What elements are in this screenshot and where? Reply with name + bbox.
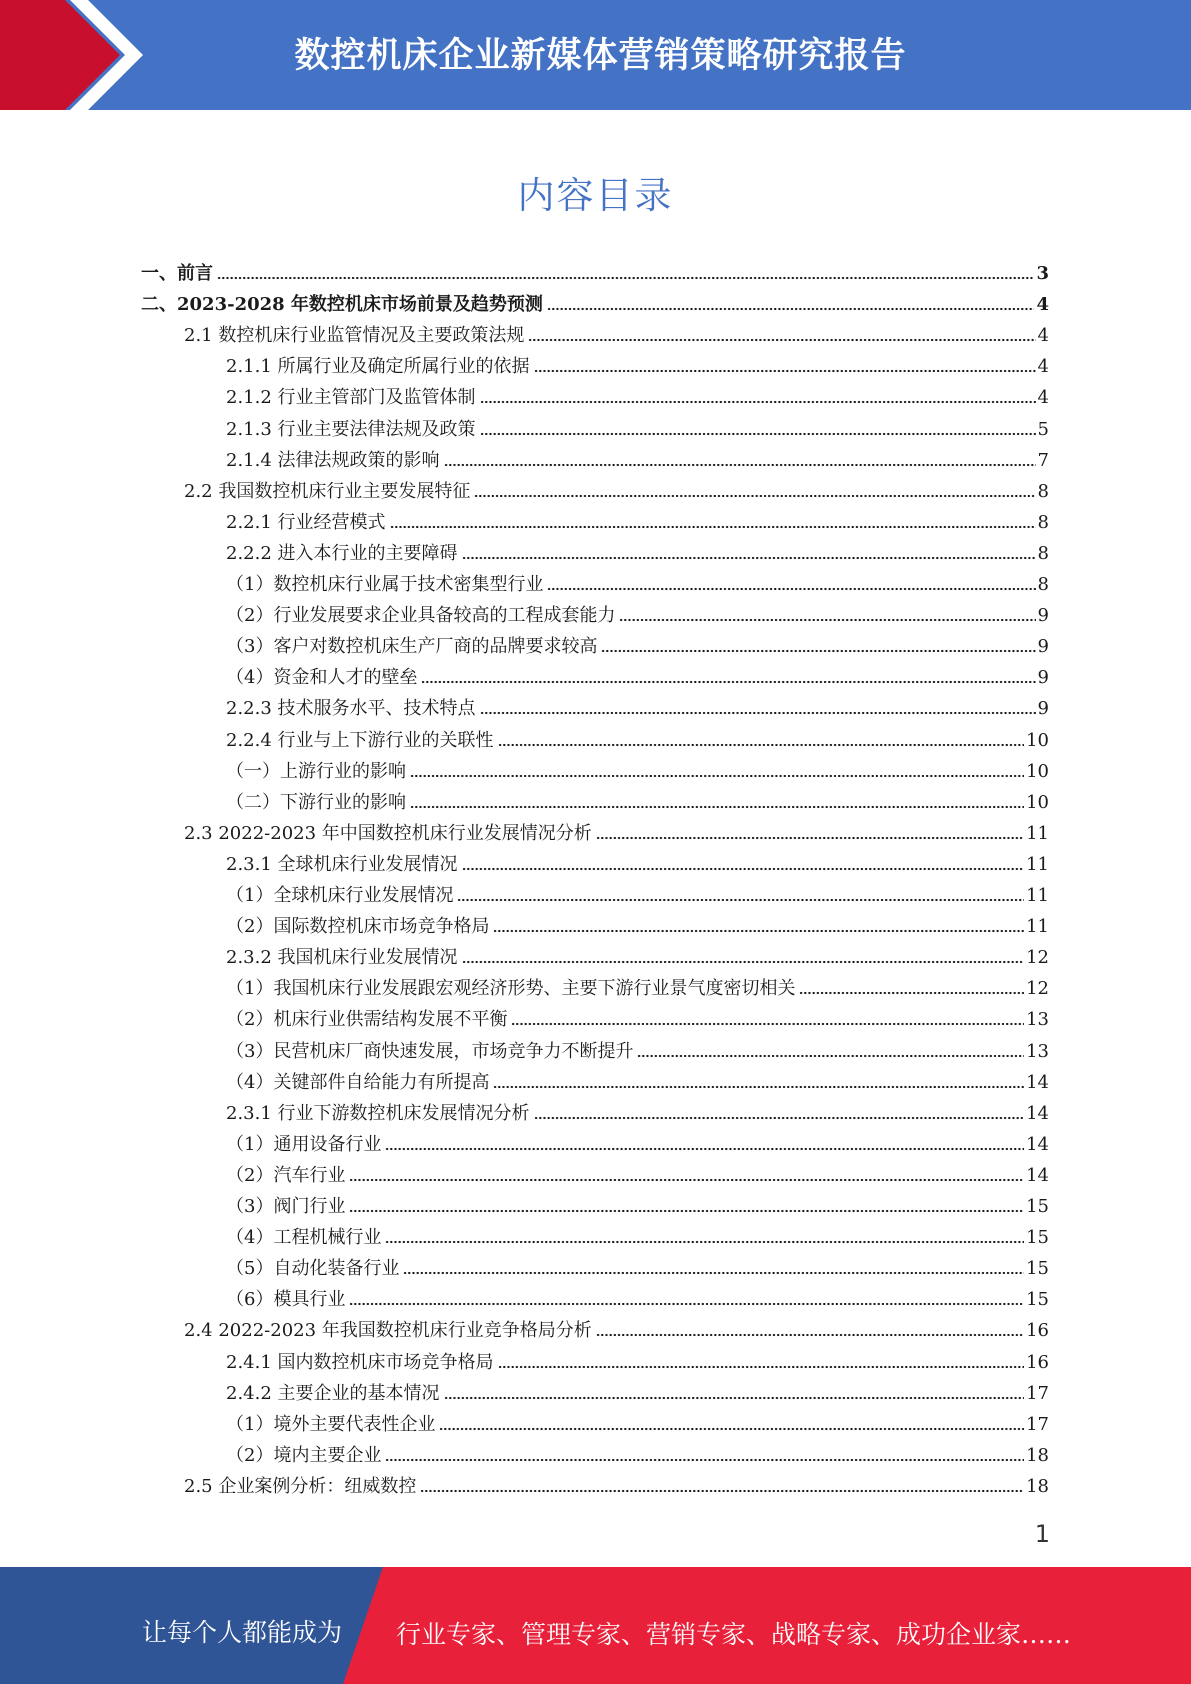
- toc-entry-title: （6）模具行业: [226, 1289, 346, 1311]
- dot-leader: [596, 836, 1024, 840]
- toc-entry-title: 2.2.2 进入本行业的主要障碍: [226, 542, 458, 564]
- dot-leader: [462, 556, 1036, 560]
- dot-leader: [349, 1209, 1024, 1213]
- toc-entry-title: （3）民营机床厂商快速发展，市场竞争力不断提升: [226, 1040, 634, 1062]
- toc-entry-page: 9: [1037, 698, 1049, 720]
- toc-entry-title: 二、2023-2028 年数控机床市场前景及趋势预测: [141, 294, 543, 316]
- toc-entry[interactable]: [226, 503, 1049, 534]
- toc-entry[interactable]: [226, 1280, 1049, 1311]
- toc-entry-title: （一）上游行业的影响: [226, 760, 406, 782]
- dot-leader: [480, 711, 1036, 715]
- dot-leader: [462, 867, 1025, 871]
- dot-leader: [410, 805, 1024, 809]
- toc-entry-title: 2.2 我国数控机床行业主要发展特征: [184, 480, 471, 502]
- toc-entry[interactable]: [226, 410, 1049, 441]
- toc-entry-title: 2.5 企业案例分析：纽威数控: [184, 1475, 417, 1497]
- toc-entry-page: 3: [1036, 263, 1049, 284]
- dot-leader: [349, 1178, 1024, 1182]
- toc-entry-title: （2）机床行业供需结构发展不平衡: [226, 1009, 508, 1031]
- toc-entry[interactable]: [184, 472, 1049, 503]
- toc-entry[interactable]: [226, 876, 1049, 907]
- toc-entry-page: 13: [1026, 1040, 1049, 1062]
- dot-leader: [403, 1271, 1024, 1275]
- toc-entry[interactable]: [141, 254, 1049, 285]
- dot-leader: [534, 1116, 1025, 1120]
- toc-entry-page: 4: [1037, 356, 1049, 378]
- toc-entry-title: （1）我国机床行业发展跟宏观经济形势、主要下游行业景气度密切相关: [226, 978, 796, 1000]
- toc-entry-title: （1）境外主要代表性企业: [226, 1413, 436, 1435]
- toc-entry-title: 2.3.2 我国机床行业发展情况: [226, 947, 458, 969]
- dot-leader: [534, 369, 1036, 373]
- toc-entry[interactable]: [226, 1094, 1049, 1125]
- toc-entry[interactable]: [226, 1343, 1049, 1374]
- toc-entry-title: 2.1.1 所属行业及确定所属行业的依据: [226, 356, 530, 378]
- toc-entry[interactable]: [226, 441, 1049, 472]
- toc-entry[interactable]: [226, 1187, 1049, 1218]
- dot-leader: [444, 463, 1036, 467]
- toc-entry-page: 18: [1026, 1475, 1049, 1497]
- toc-entry-title: 2.2.1 行业经营模式: [226, 511, 386, 533]
- dot-leader: [498, 743, 1025, 747]
- toc-entry-page: 9: [1037, 636, 1049, 658]
- toc-entry[interactable]: [226, 1032, 1049, 1063]
- toc-entry-page: 15: [1026, 1289, 1049, 1311]
- dot-leader: [410, 774, 1024, 778]
- toc-entry[interactable]: [226, 1156, 1049, 1187]
- toc-entry-page: 8: [1037, 480, 1049, 502]
- dot-leader: [498, 1365, 1025, 1369]
- toc-entry[interactable]: [184, 1467, 1049, 1498]
- toc-entry-page: 14: [1026, 1102, 1049, 1124]
- toc-entry[interactable]: [184, 1311, 1049, 1342]
- dot-leader: [637, 1054, 1024, 1058]
- toc-entry[interactable]: [226, 689, 1049, 720]
- toc-entry[interactable]: [184, 814, 1049, 845]
- toc-entry[interactable]: [226, 1249, 1049, 1280]
- toc-entry-title: 2.1.4 法律法规政策的影响: [226, 449, 440, 471]
- toc-entry-page: 12: [1026, 978, 1049, 1000]
- toc-entry-title: （3）阀门行业: [226, 1196, 346, 1217]
- dot-leader: [444, 1396, 1025, 1400]
- toc-entry-page: 16: [1026, 1320, 1049, 1342]
- toc-entry[interactable]: [226, 596, 1049, 627]
- dot-leader: [547, 307, 1035, 311]
- toc-entry[interactable]: [226, 969, 1049, 1000]
- dot-leader: [385, 1147, 1024, 1151]
- toc-entry-title: 2.3.1 行业下游数控机床发展情况分析: [226, 1102, 530, 1124]
- dot-leader: [511, 1022, 1024, 1026]
- toc-entry-title: 2.1 数控机床行业监管情况及主要政策法规: [184, 325, 525, 347]
- toc-entry-page: 10: [1026, 791, 1049, 813]
- toc-entry-page: 14: [1026, 1071, 1049, 1093]
- toc-entry[interactable]: [226, 721, 1049, 752]
- toc-entry[interactable]: [226, 938, 1049, 969]
- toc-entry[interactable]: [226, 1000, 1049, 1031]
- dot-leader: [799, 991, 1024, 995]
- dot-leader: [528, 338, 1035, 342]
- toc-entry[interactable]: [226, 1218, 1049, 1249]
- dot-leader: [420, 1489, 1024, 1493]
- header-banner: [0, 0, 1191, 110]
- toc-entry-page: 13: [1026, 1009, 1049, 1031]
- toc-entry-title: （1）数控机床行业属于技术密集型行业: [226, 574, 544, 595]
- dot-leader: [480, 432, 1036, 436]
- toc-entry-page: 4: [1037, 325, 1049, 347]
- toc-entry-title: 2.2.3 技术服务水平、技术特点: [226, 698, 476, 720]
- toc-entry-page: 17: [1026, 1382, 1049, 1404]
- toc-entry-title: 2.3.1 全球机床行业发展情况: [226, 853, 458, 875]
- toc-entry-page: 15: [1026, 1196, 1049, 1217]
- toc-entry-page: 9: [1037, 667, 1049, 689]
- toc-entry-title: （二）下游行业的影响: [226, 791, 406, 813]
- toc-entry[interactable]: [226, 907, 1049, 938]
- dot-leader: [462, 960, 1025, 964]
- dot-leader: [385, 1458, 1024, 1462]
- toc-entry-title: （2）境内主要企业: [226, 1444, 382, 1466]
- toc-entry-title: 2.1.3 行业主要法律法规及政策: [226, 418, 476, 440]
- toc-entry-title: 2.4.2 主要企业的基本情况: [226, 1382, 440, 1404]
- toc-entry-title: 2.3 2022-2023 年中国数控机床行业发展情况分析: [184, 822, 592, 844]
- dot-leader: [493, 1085, 1024, 1089]
- dot-leader: [217, 276, 1034, 280]
- toc-entry[interactable]: [226, 1374, 1049, 1405]
- toc-entry-title: 2.1.2 行业主管部门及监管体制: [226, 387, 476, 409]
- page-number: 1: [1034, 1520, 1050, 1548]
- toc-entry-page: 16: [1026, 1351, 1049, 1373]
- toc-entry-page: 4: [1036, 294, 1049, 316]
- toc-entry-title: 一、前言: [141, 263, 213, 284]
- toc-entry[interactable]: [226, 1063, 1049, 1094]
- toc-entry-page: 4: [1037, 387, 1049, 409]
- dot-leader: [457, 898, 1024, 902]
- footer-slogan-right: 行业专家、管理专家、营销专家、战略专家、成功企业家……: [396, 1620, 1072, 1649]
- dot-leader: [439, 1427, 1024, 1431]
- toc-entry-page: 17: [1026, 1413, 1049, 1435]
- dot-leader: [480, 400, 1036, 404]
- toc-entry[interactable]: [226, 534, 1049, 565]
- toc-entry[interactable]: [226, 783, 1049, 814]
- toc-entry[interactable]: [226, 658, 1049, 689]
- dot-leader: [385, 1240, 1024, 1244]
- toc-entry-page: 12: [1026, 947, 1049, 969]
- toc-entry[interactable]: [226, 845, 1049, 876]
- toc-entry[interactable]: [226, 1125, 1049, 1156]
- toc-entry-page: 11: [1026, 885, 1049, 906]
- toc-entry[interactable]: [226, 1436, 1049, 1467]
- dot-leader: [390, 525, 1036, 529]
- dot-leader: [596, 1333, 1024, 1337]
- footer-slogan-left: 让每个人都能成为: [142, 1618, 343, 1647]
- toc-entry-page: 7: [1037, 449, 1049, 471]
- toc-entry-page: 5: [1037, 418, 1049, 440]
- toc-entry-page: 11: [1026, 916, 1049, 938]
- toc-entry-title: （5）自动化装备行业: [226, 1258, 400, 1280]
- toc-entry[interactable]: [226, 752, 1049, 783]
- dot-leader: [421, 680, 1035, 684]
- toc-entry[interactable]: [141, 285, 1049, 316]
- toc-entry-title: （2）行业发展要求企业具备较高的工程成套能力: [226, 605, 616, 627]
- toc-entry-page: 8: [1037, 542, 1049, 564]
- toc-entry-title: （4）工程机械行业: [226, 1227, 382, 1249]
- toc-entry-page: 8: [1037, 511, 1049, 533]
- dot-leader: [619, 618, 1035, 622]
- toc-entry[interactable]: [226, 378, 1049, 409]
- toc-entry-title: 2.4 2022-2023 年我国数控机床行业竞争格局分析: [184, 1320, 592, 1342]
- toc-entry-page: 8: [1037, 574, 1049, 595]
- toc-entry-title: （1）通用设备行业: [226, 1133, 382, 1155]
- report-title: 数控机床企业新媒体营销策略研究报告: [294, 36, 907, 76]
- toc-entry[interactable]: [226, 627, 1049, 658]
- toc-entry-title: （3）客户对数控机床生产厂商的品牌要求较高: [226, 636, 598, 658]
- toc-entry-page: 10: [1026, 760, 1049, 782]
- toc-entry-page: 10: [1026, 729, 1049, 751]
- toc-entry-title: 2.4.1 国内数控机床市场竞争格局: [226, 1351, 494, 1373]
- dot-leader: [601, 649, 1035, 653]
- footer-banner: [0, 1567, 1191, 1684]
- toc-entry-page: 15: [1026, 1227, 1049, 1249]
- toc-entry-page: 14: [1026, 1133, 1049, 1155]
- toc-entry-page: 9: [1037, 605, 1049, 627]
- toc-entry[interactable]: [184, 316, 1049, 347]
- toc-entry-title: （1）全球机床行业发展情况: [226, 885, 454, 906]
- toc-entry-title: 2.2.4 行业与上下游行业的关联性: [226, 729, 494, 751]
- dot-leader: [547, 587, 1035, 591]
- toc-entry-title: （4）关键部件自给能力有所提高: [226, 1071, 490, 1093]
- dot-leader: [474, 494, 1035, 498]
- dot-leader: [493, 929, 1024, 933]
- toc-entry-page: 11: [1026, 822, 1049, 844]
- toc-entry[interactable]: [226, 347, 1049, 378]
- toc-entry-title: （2）国际数控机床市场竞争格局: [226, 916, 490, 938]
- toc-entry-title: （2）汽车行业: [226, 1164, 346, 1186]
- toc-entry-page: 18: [1026, 1444, 1049, 1466]
- toc-entry-title: （4）资金和人才的壁垒: [226, 667, 418, 689]
- toc-entry-page: 14: [1026, 1164, 1049, 1186]
- toc-entry-page: 15: [1026, 1258, 1049, 1280]
- toc-entry-page: 11: [1026, 853, 1049, 875]
- dot-leader: [349, 1302, 1024, 1306]
- toc-heading: 内容目录: [517, 174, 674, 217]
- toc-entry[interactable]: [226, 1405, 1049, 1436]
- toc-entry[interactable]: [226, 565, 1049, 596]
